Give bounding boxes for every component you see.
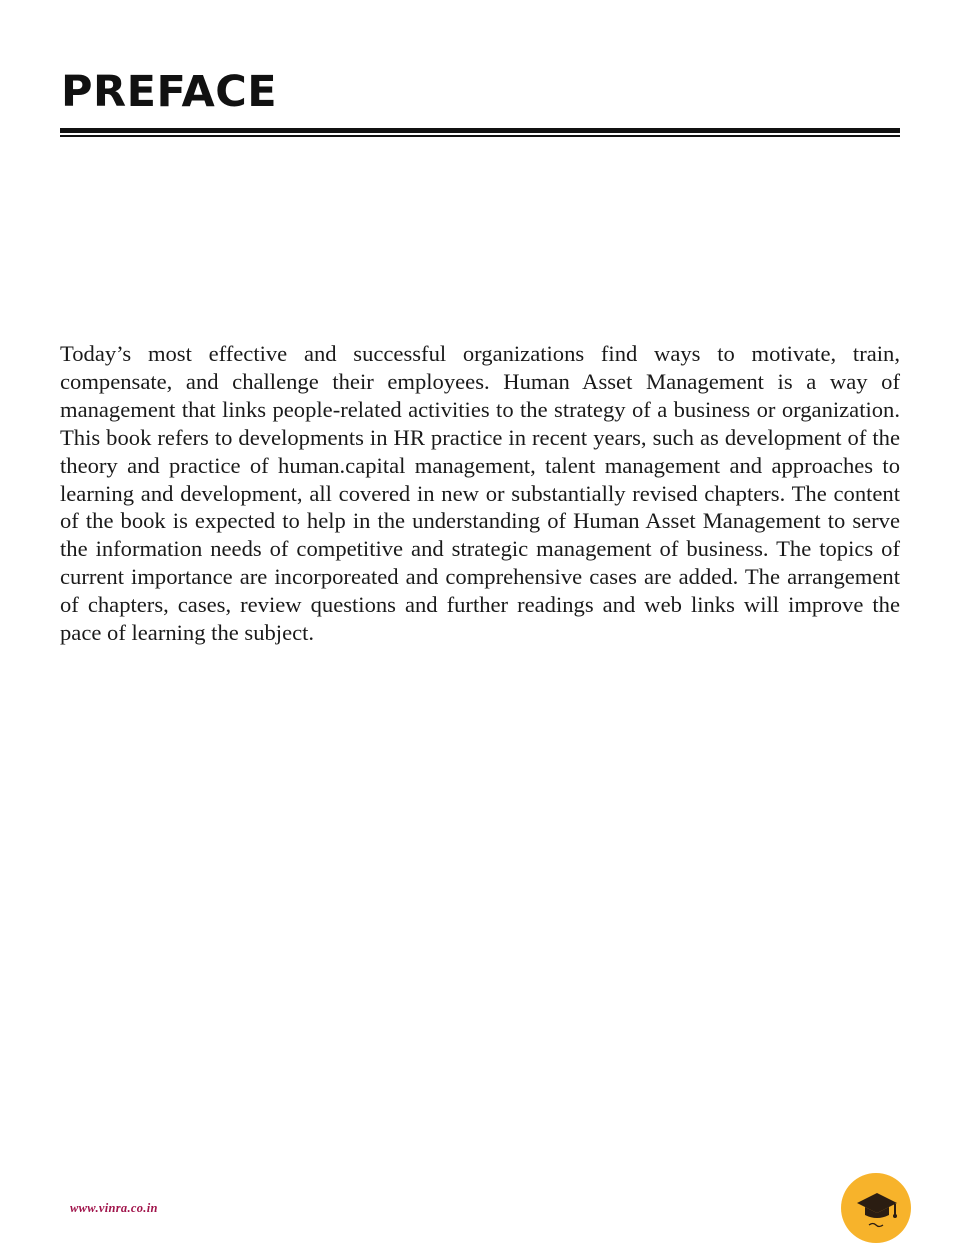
page-title: PREFACE (61, 67, 278, 117)
preface-paragraph: Today’s most effective and successful organizations find ways to motivate, train, compensate, and challenge their employees. Human Asset Management is a way of management that links people-related activities to the strategy of a business or organization. This book refers to developments in HR practice in recent years, such as development of the theory and practice of human.capital management, talent management and approaches to learning and development, all covered in new or substantially revised chapters. The content of the book is expected to help in the understanding of Human Asset Management to serve the information needs of competitive and strategic management of business. The topics of current importance are incorporeated and comprehensive cases are added. The arrangement of chapters, cases, review questions and further readings and web links will improve the pace of learning the subject. (60, 341, 900, 646)
title-rule-thick (60, 128, 900, 133)
footer-website-link[interactable]: www.vinra.co.in (70, 1201, 158, 1215)
title-rule-thin (60, 135, 900, 137)
publisher-logo (841, 1173, 911, 1243)
graduation-cap-icon (841, 1173, 911, 1243)
